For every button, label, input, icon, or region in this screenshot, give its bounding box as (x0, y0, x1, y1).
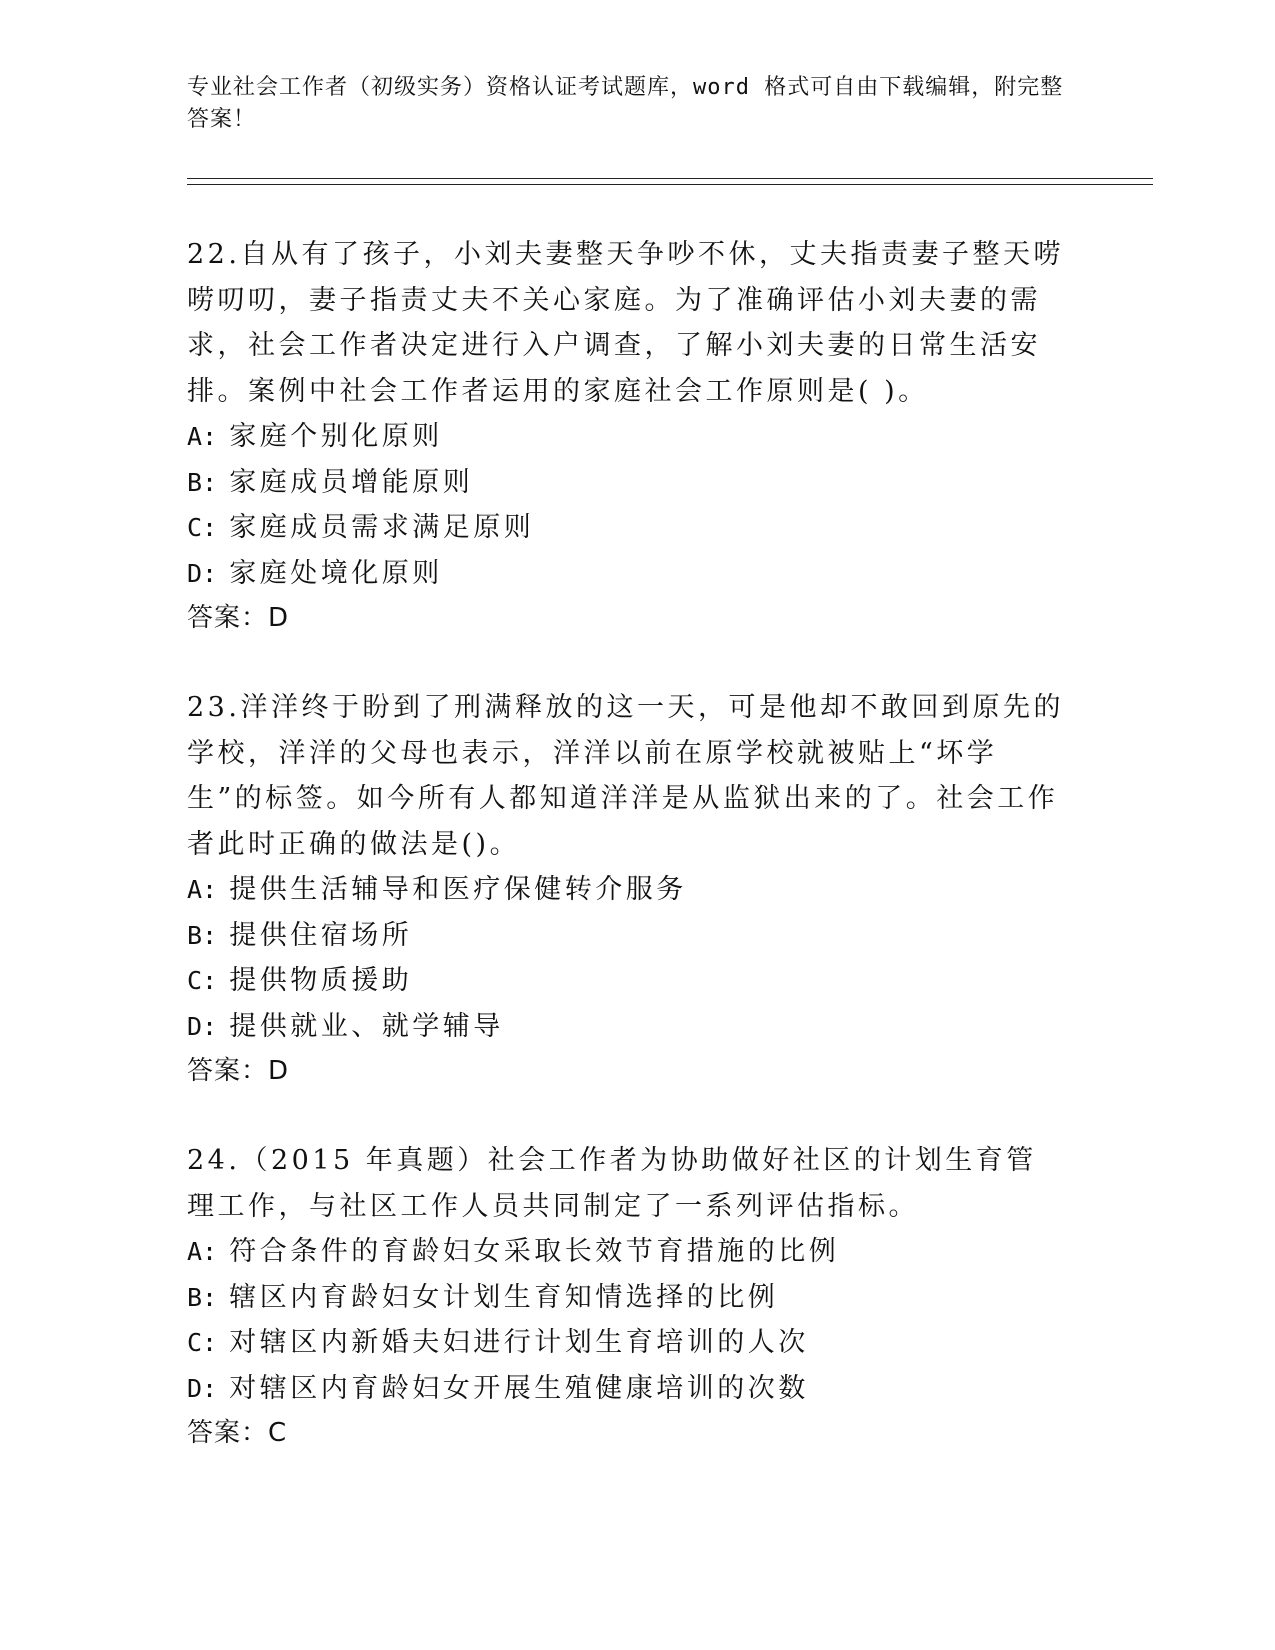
answer-line: 答案：D (187, 1056, 290, 1086)
answer-line: 答案：D (187, 603, 290, 633)
option-letter: C: (187, 966, 218, 995)
option-b (187, 460, 1067, 506)
option-text: 符合条件的育龄妇女采取长效节育措施的比例 (229, 1236, 840, 1267)
option-letter: A: (187, 1237, 218, 1266)
question-24 (187, 1138, 1067, 1457)
option-c (187, 1320, 1067, 1366)
option-letter: D: (187, 558, 218, 588)
option-text: 提供生活辅导和医疗保健转介服务 (229, 874, 687, 905)
option-text: 对辖区内新婚夫妇进行计划生育培训的人次 (229, 1327, 809, 1358)
option-text: 提供物质援助 (229, 965, 413, 996)
option-b (187, 1275, 1067, 1321)
option-letter: C: (187, 1328, 218, 1357)
option-text: 对辖区内育龄妇女开展生殖健康培训的次数 (229, 1372, 809, 1404)
document-header: 专业社会工作者（初级实务）资格认证考试题库，word 格式可自由下载编辑，附完整答案！ (187, 75, 1064, 132)
header-divider-bottom (187, 184, 1153, 185)
question-23 (187, 685, 1067, 1095)
option-b (187, 913, 1067, 959)
option-letter: B: (187, 1282, 218, 1312)
question-stem: 24.（2015 年真题）社会工作者为协助做好社区的计划生育管理工作，与社区工作人员共同制定了一系列评估指标。 (187, 1145, 1037, 1222)
option-text: 提供就业、就学辅导 (229, 1010, 504, 1042)
option-a (187, 1229, 1067, 1275)
option-text: 辖区内育龄妇女计划生育知情选择的比例 (229, 1281, 779, 1313)
option-d (187, 1004, 1067, 1050)
option-text: 家庭个别化原则 (229, 421, 443, 452)
question-stem: 23.洋洋终于盼到了刑满释放的这一天，可是他却不敢回到原先的学校，洋洋的父母也表示，洋洋以前在原学校就被贴上“坏学生”的标签。如今所有人都知道洋洋是从监狱出来的了。社会工作者此时正确的做法是()。 (187, 692, 1064, 860)
answer-line: 答案：C (187, 1418, 288, 1448)
option-letter: D: (187, 1373, 218, 1403)
option-c (187, 958, 1067, 1004)
option-c (187, 505, 1067, 551)
option-letter: A: (187, 422, 218, 451)
option-text: 家庭处境化原则 (229, 557, 443, 589)
option-text: 提供住宿场所 (229, 919, 413, 951)
question-22 (187, 232, 1067, 642)
question-stem: 22.自从有了孩子，小刘夫妻整天争吵不休，丈夫指责妻子整天唠唠叨叨，妻子指责丈夫不关心家庭。为了准确评估小刘夫妻的需求，社会工作者决定进行入户调查，了解小刘夫妻的日常生活安排。案例中社会工作者运用的家庭社会工作原则是( )。 (187, 239, 1064, 407)
option-d (187, 1366, 1067, 1412)
option-text: 家庭成员增能原则 (229, 466, 474, 498)
option-d (187, 551, 1067, 597)
option-a (187, 414, 1067, 460)
option-letter: A: (187, 875, 218, 904)
option-letter: B: (187, 920, 218, 950)
option-letter: D: (187, 1011, 218, 1041)
header-divider-top (187, 178, 1153, 179)
option-letter: B: (187, 467, 218, 497)
option-text: 家庭成员需求满足原则 (229, 512, 535, 543)
option-a (187, 867, 1067, 913)
option-letter: C: (187, 513, 218, 542)
